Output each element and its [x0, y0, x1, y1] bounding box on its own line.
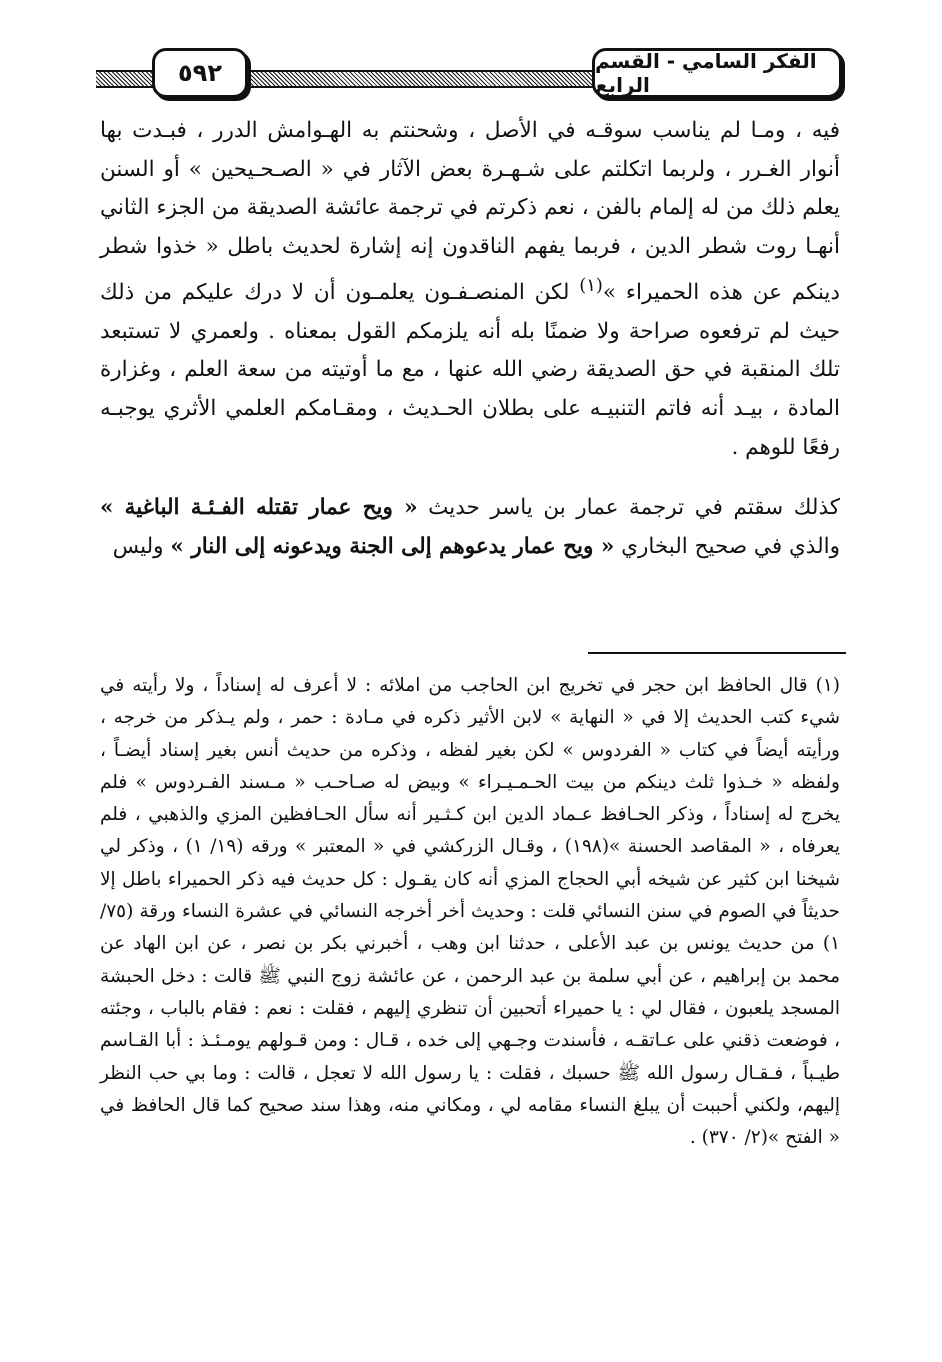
hadith-quote-2: « ويح عمار يدعوهم إلى الجنة ويدعونه إلى النار »	[170, 534, 615, 560]
paragraph-1-text-a: فيه ، ومـا لم يناسب سوقـه في الأصل ، وشحنتم به الهـوامش الدرر ، فبـدت بها أنوار الغـرر ، ولربما اتكلتم على شـهـرة بعض الآثار في « الصـحـيحين » أو السنن يعلم ذلك من له إلمام بالفن ، نعم ذكرتم في ترجمة عائشة الصديقة من الجزء الثاني أنهـا روت شطر الدين ، فربما يفهم الناقدون إنه إشارة لحديث باطل « خذوا شطر دينكم عن هذه الحميراء »	[100, 118, 840, 305]
footnote-text: (١) قال الحافظ ابن حجر في تخريج ابن الحاجب من املائه : لا أعرف له إسناداً ، ولا رأيته في شيء كتب الحديث إلا في « النهاية » لابن الأثير ذكره في مـادة : حمر ، ولم يـذكر من خرجه ، ورأيته أيضاً في كتاب « الفردوس » لكن بغير لفظه ، وذكره من حديث أنس بغير إسناد أيضـاً ، ولفظه « خـذوا ثلث دينكم من بيت الحـمـيـراء » وبيض له صـاحـب « مـسند الفـردوس » فلم يخرج له إسناداً ، وذكر الحـافظ عـماد الدين ابن كـثـير أنه سأل الحـافظين المزي والذهبي ، فلم يعرفاه ، « المقاصد الحسنة »(١٩٨) ، وقـال الزركشي في « المعتبر » ورقه (١٩/ ١) ، وذكر لي شيخنا ابن كثير عن شيخه أبي الحجاج المزي أنه كان يقـول : كل حديث فيه ذكر الحميراء باطل إلا حديثاً في الصوم في سنن النسائي قلت : وحديث أخر أخرجه النسائي في عشرة النساء ورقة (٧٥/ ١) من حديث يونس بن عبد الأعلى ، حدثنا ابن وهب ، أخبرني بكر بن نصر ، عن ابن الهاد عن محمد بن إبراهيم ، عن أبي سلمة بن عبد الرحمن ، عن عائشة زوج النبي ﷺ قالت : دخل الحبشة المسجد يلعبون ، فقال لي : يا حميراء أتحبين أن تنظري إليهم ، فقلت : نعم : فقام بالباب ، وجئته ، فوضعت ذقني على عـاتقـه ، فأسندت وجـهي إلى خده ، قـال : ومن قـولهم يومـئـذ : أبا القـاسم طيـباً ، فـقـال رسول الله ﷺ حسبك ، فقلت : يا رسول الله لا تعجل ، قالت : وما بي حب النظر إليهم، ولكني أحببت أن يبلغ النساء مقامه لي ، ومكاني منه، وهذا سند صحيح كما قال الحافظ في « الفتح »(٢/ ٣٧٠) .	[100, 675, 840, 1149]
footnote	[100, 670, 840, 1154]
footnote-separator	[588, 652, 846, 654]
hadith-quote-1: « ويح عمار تقتله الفـئـة الباغية »	[100, 495, 418, 521]
paragraph-2-text-b: والذي في صحيح البخاري	[614, 534, 840, 560]
main-text	[100, 112, 840, 567]
paragraph-2-text-a: كذلك سقتم في ترجمة عمار بن ياسر حديث	[417, 495, 840, 521]
paragraph-1-text-b: لكن المنصـفـون يعلمـون أن لا درك عليكم من ذلك حيث لم ترفعوه صراحة ولا ضمنًا بله أنه يلزمكم القول بمعناه . ولعمري لا تستبعد تلك المنقبة في حق الصديقة رضي الله عنها ، مع ما أوتيته من سعة العلم ، وغزارة المادة ، بيـد أنه فاتم التنبيـه على بطلان الحـديث ، ومقـامكم العلمي الأثري يوجبـه رفعًا للوهم .	[100, 279, 840, 460]
paragraph-2-text-c: وليس	[112, 534, 171, 560]
footnote-reference: (١)	[579, 274, 603, 296]
paragraph-2	[100, 489, 840, 566]
running-title: الفكر السامي - القسم الرابع	[592, 48, 842, 98]
page-header	[96, 44, 842, 100]
page-number: ٥٩٢	[152, 48, 248, 98]
paragraph-1	[100, 112, 840, 467]
